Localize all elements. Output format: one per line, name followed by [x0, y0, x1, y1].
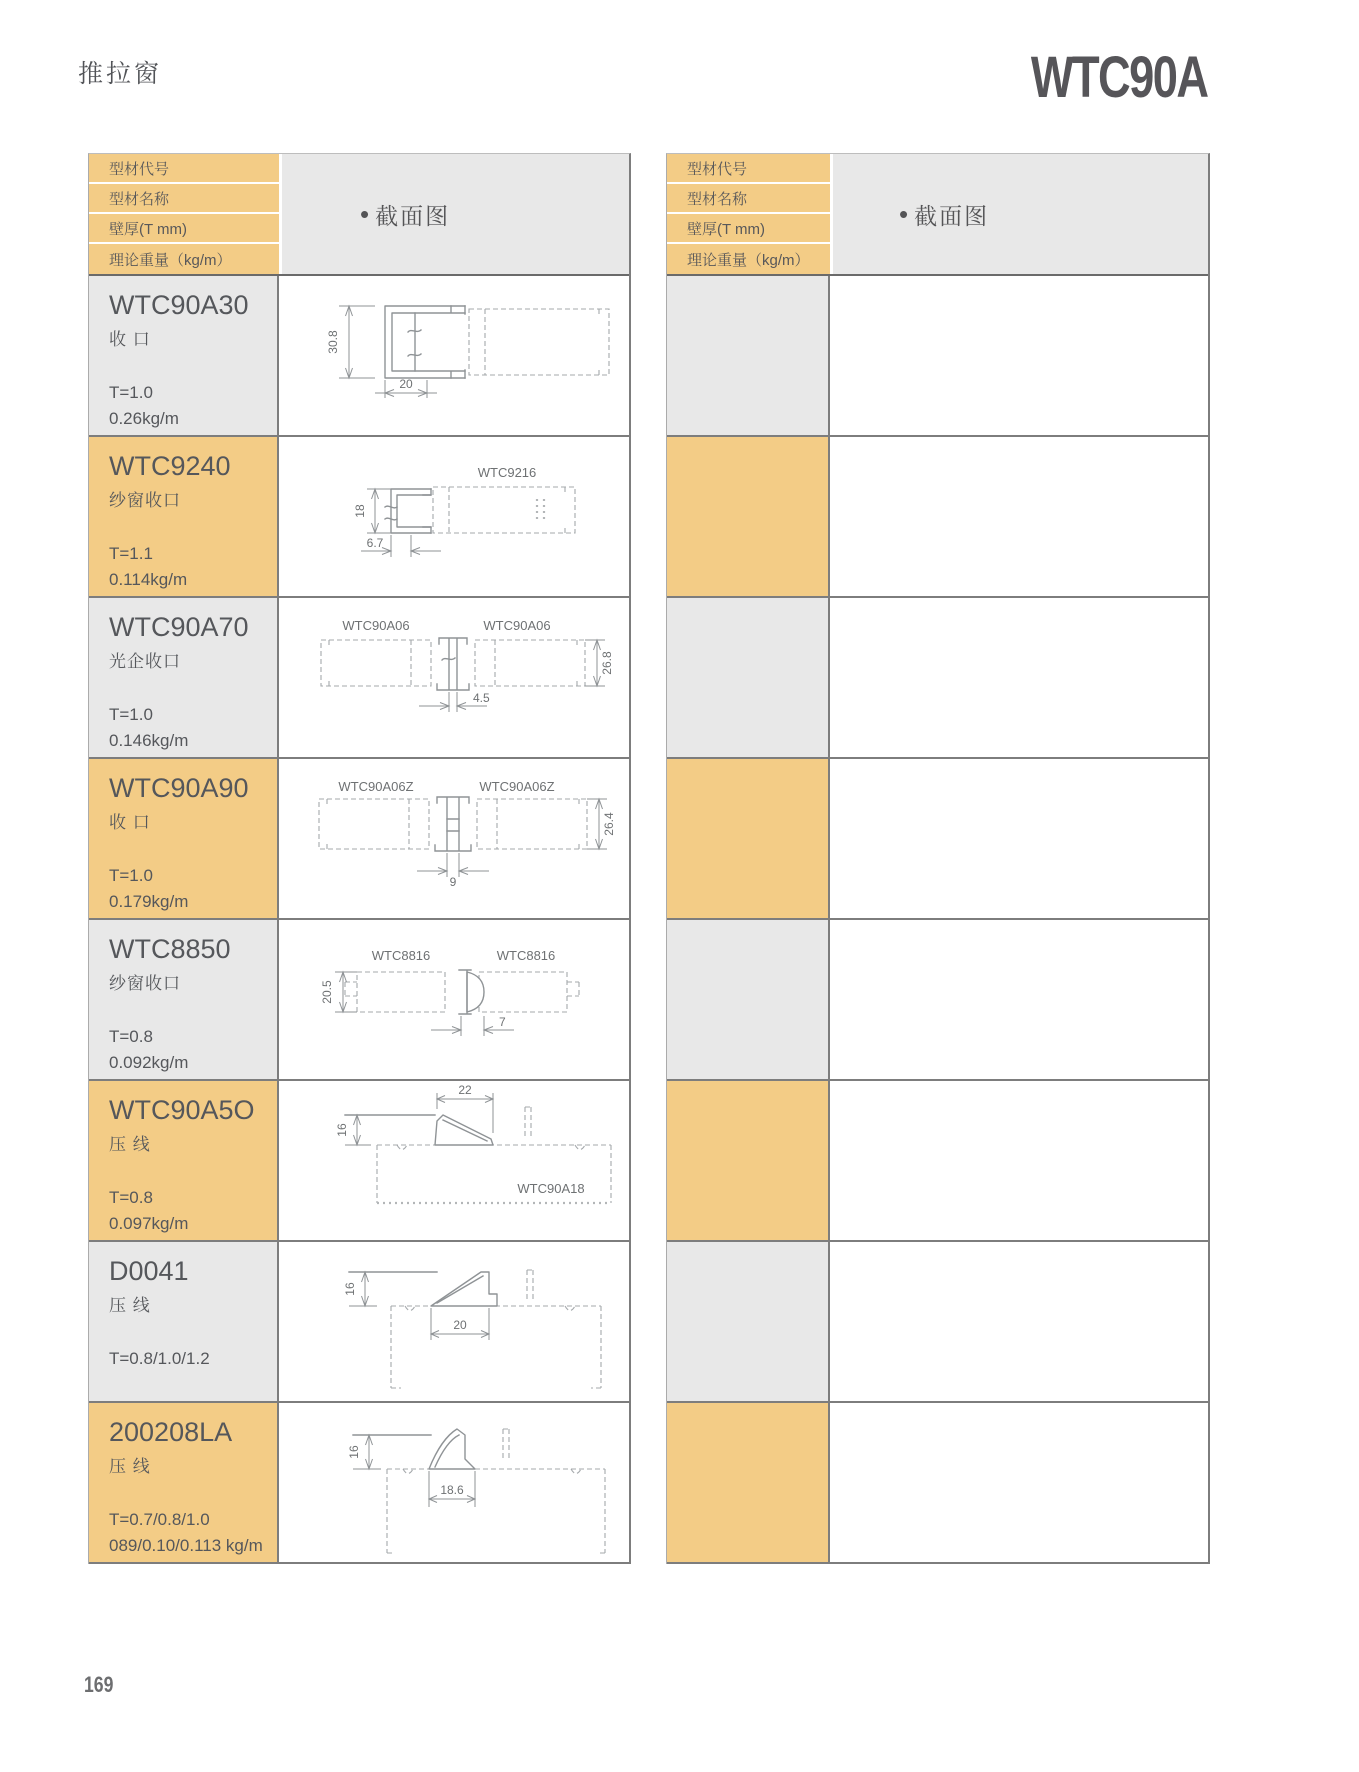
profile-info-cell: [89, 1081, 279, 1240]
dimension-width: [429, 1471, 475, 1507]
dimension-height: [353, 489, 391, 533]
cross-section-cell: [830, 276, 1208, 435]
profile-weight: 0.26kg/m: [109, 409, 179, 429]
dimension-height: [335, 1115, 371, 1145]
svg-text:16: 16: [335, 1123, 349, 1137]
table-row-empty: [667, 1081, 1208, 1242]
cross-section-cell: [830, 598, 1208, 757]
profile-code: D0041: [109, 1256, 189, 1286]
mating-profile-dashed: [433, 487, 575, 533]
profile-info-cell: [667, 1403, 830, 1562]
table-row-empty: [667, 759, 1208, 920]
profile-weight: 0.092kg/m: [109, 1053, 189, 1073]
dimension-height: [343, 1272, 377, 1306]
svg-text:9: 9: [449, 875, 457, 889]
mating-profile-dashed: [321, 640, 585, 686]
dimension-height: [326, 306, 375, 378]
page-category: 推拉窗: [78, 60, 163, 88]
profile-outline: [345, 1115, 493, 1145]
dimension-height: [587, 799, 616, 849]
profile-name: 压 线: [109, 1296, 151, 1315]
header-field-code: 型材代号: [89, 154, 279, 184]
profile-info-cell: [89, 759, 279, 918]
profile-code: WTC9240: [109, 451, 231, 481]
mating-profile-dashed: [319, 799, 587, 849]
cross-section-cell: [830, 437, 1208, 596]
profile-thickness: T=0.7/0.8/1.0: [109, 1510, 210, 1529]
cross-section-cell: [279, 276, 629, 435]
profile-name: 压 线: [109, 1135, 151, 1154]
profile-info-cell: [667, 598, 830, 757]
profile-specs: [109, 1507, 263, 1560]
svg-text:16: 16: [347, 1445, 361, 1459]
profile-outline: [385, 306, 465, 378]
header-field-weight: 理论重量（kg/m）: [89, 244, 279, 274]
profile-specs: [109, 1024, 188, 1077]
dimension-height: [347, 1435, 381, 1469]
profile-code: WTC90A30: [109, 290, 249, 320]
profile-weight: 0.097kg/m: [109, 1214, 189, 1234]
table-row-empty: [667, 598, 1208, 759]
profile-info-cell: [667, 1242, 830, 1401]
part-label: WTC90A06: [483, 618, 551, 633]
profile-info-cell: [89, 1403, 279, 1562]
cross-section-diagram: [279, 1081, 627, 1239]
dimension-width: [361, 535, 441, 557]
table-row: [89, 1403, 629, 1564]
profile-specs: [109, 1346, 210, 1372]
header-field-weight: 理论重量（kg/m）: [667, 244, 830, 274]
cross-section-cell: [279, 759, 629, 918]
table-row-empty: [667, 1403, 1208, 1564]
part-label: WTC90A18: [517, 1181, 585, 1196]
svg-text:20: 20: [453, 1318, 467, 1332]
header-section-cell: [833, 154, 1208, 274]
cross-section-diagram: [279, 1403, 627, 1561]
table-row: [89, 276, 629, 437]
profile-name: 收 口: [109, 813, 151, 832]
part-label: WTC90A06Z: [479, 779, 555, 794]
part-label: WTC9216: [477, 465, 537, 480]
dimension-width: [431, 1015, 514, 1036]
cross-section-diagram: [279, 759, 627, 917]
profile-info-cell: [89, 920, 279, 1079]
table-row: [89, 1081, 629, 1242]
profile-outline: [349, 1272, 497, 1306]
part-label: WTC90A06: [342, 618, 410, 633]
profile-code: WTC90A5O: [109, 1095, 255, 1125]
profile-info-cell: [667, 920, 830, 1079]
header-field-code: 型材代号: [667, 154, 830, 184]
profile-info-cell: [89, 598, 279, 757]
table-header: [89, 154, 629, 276]
profile-outline: [437, 638, 469, 690]
svg-text:16: 16: [343, 1282, 357, 1296]
profile-thickness: T=1.0: [109, 866, 153, 885]
profile-name: 压 线: [109, 1457, 151, 1476]
profile-code: WTC8850: [109, 934, 231, 964]
table-header: [667, 154, 1208, 276]
mating-profile-dashed: [391, 1270, 601, 1388]
profile-weight: 0.179kg/m: [109, 892, 189, 912]
profile-code: 200208LA: [109, 1417, 233, 1447]
profile-thickness: T=0.8/1.0/1.2: [109, 1349, 210, 1368]
mating-profile-dashed: [469, 309, 609, 375]
profile-thickness: T=0.8: [109, 1188, 153, 1207]
profile-table-right: [666, 153, 1210, 1564]
dimension-width: [431, 1308, 489, 1340]
table-row: [89, 437, 629, 598]
cross-section-diagram: [279, 437, 627, 595]
profile-specs: [109, 1185, 188, 1238]
section-title: 截面图: [375, 202, 451, 229]
svg-text:26.4: 26.4: [602, 812, 616, 836]
header-field-thickness: 壁厚(T mm): [667, 214, 830, 244]
cross-section-diagram: [279, 1242, 627, 1400]
svg-text:18.6: 18.6: [440, 1483, 464, 1497]
dimension-width: [419, 691, 490, 712]
svg-text:7: 7: [499, 1015, 506, 1029]
profile-weight: 0.146kg/m: [109, 731, 189, 751]
table-row: [89, 759, 629, 920]
cross-section-cell: [830, 1403, 1208, 1562]
header-field-name: 型材名称: [667, 184, 830, 214]
mating-profile-dashed: [387, 1429, 605, 1553]
table-row-empty: [667, 276, 1208, 437]
header-field-thickness: 壁厚(T mm): [89, 214, 279, 244]
profile-code: WTC90A70: [109, 612, 249, 642]
profile-name: 光企收口: [109, 652, 181, 671]
cross-section-cell: [279, 1242, 629, 1401]
profile-thickness: T=1.0: [109, 705, 153, 724]
cross-section-cell: [830, 1081, 1208, 1240]
profile-name: 收 口: [109, 330, 151, 349]
header-field-name: 型材名称: [89, 184, 279, 214]
svg-text:4.5: 4.5: [473, 691, 490, 705]
cross-section-diagram: [279, 276, 627, 434]
dimension-width: [417, 853, 489, 889]
dimension-height: [320, 972, 357, 1012]
svg-text:20: 20: [399, 377, 413, 391]
table-row: [89, 920, 629, 1081]
profile-outline: [459, 970, 484, 1014]
page-number: 169: [84, 1672, 114, 1697]
profile-thickness: T=1.1: [109, 544, 153, 563]
page-title: WTC90A: [1030, 45, 1207, 110]
part-label: WTC8816: [371, 948, 431, 963]
profile-name: 纱窗收口: [109, 491, 181, 510]
profile-thickness: T=1.0: [109, 383, 153, 402]
profile-info-cell: [89, 1242, 279, 1401]
cross-section-cell: [279, 598, 629, 757]
profile-info-cell: [667, 759, 830, 918]
profile-info-cell: [667, 437, 830, 596]
table-row-empty: [667, 1242, 1208, 1403]
section-title: 截面图: [914, 202, 990, 229]
profile-info-cell: [667, 1081, 830, 1240]
cross-section-cell: [279, 1081, 629, 1240]
cross-section-cell: [830, 759, 1208, 918]
header-section-cell: [282, 154, 629, 274]
cross-section-diagram: [279, 598, 627, 756]
profile-outline: [385, 489, 431, 533]
profile-thickness: T=0.8: [109, 1027, 153, 1046]
svg-text:6.7: 6.7: [366, 536, 384, 550]
cross-section-cell: [279, 920, 629, 1079]
profile-specs: [109, 702, 188, 755]
profile-info-cell: [667, 276, 830, 435]
table-row: [89, 598, 629, 759]
part-label: WTC8816: [496, 948, 556, 963]
profile-table-left: [88, 153, 631, 1564]
profile-specs: [109, 380, 179, 433]
profile-name: 纱窗收口: [109, 974, 181, 993]
bullet-icon: •: [899, 199, 909, 229]
svg-text:30.8: 30.8: [326, 330, 340, 354]
cross-section-cell: [830, 920, 1208, 1079]
profile-specs: [109, 863, 188, 916]
header-field-column: [667, 154, 833, 274]
profile-info-cell: [89, 276, 279, 435]
svg-text:26.8: 26.8: [600, 651, 614, 675]
profile-weight: 0.114kg/m: [109, 570, 188, 590]
profile-weight: 089/0.10/0.113 kg/m: [109, 1536, 263, 1556]
cross-section-cell: [279, 437, 629, 596]
mating-profile-dashed: [345, 972, 579, 1012]
profile-code: WTC90A90: [109, 773, 249, 803]
svg-text:18: 18: [353, 504, 367, 518]
table-row: [89, 1242, 629, 1403]
header-field-column: [89, 154, 282, 274]
profile-info-cell: [89, 437, 279, 596]
cross-section-cell: [279, 1403, 629, 1562]
table-row-empty: [667, 437, 1208, 598]
part-label: WTC90A06Z: [338, 779, 414, 794]
cross-section-cell: [830, 1242, 1208, 1401]
bullet-icon: •: [360, 199, 370, 229]
svg-text:20.5: 20.5: [320, 980, 334, 1004]
profile-specs: [109, 541, 187, 594]
dimension-width: [375, 377, 437, 398]
table-row-empty: [667, 920, 1208, 1081]
cross-section-diagram: [279, 920, 627, 1078]
dimension-height: [585, 640, 614, 686]
profile-outline: [435, 797, 471, 851]
svg-text:22: 22: [458, 1083, 472, 1097]
